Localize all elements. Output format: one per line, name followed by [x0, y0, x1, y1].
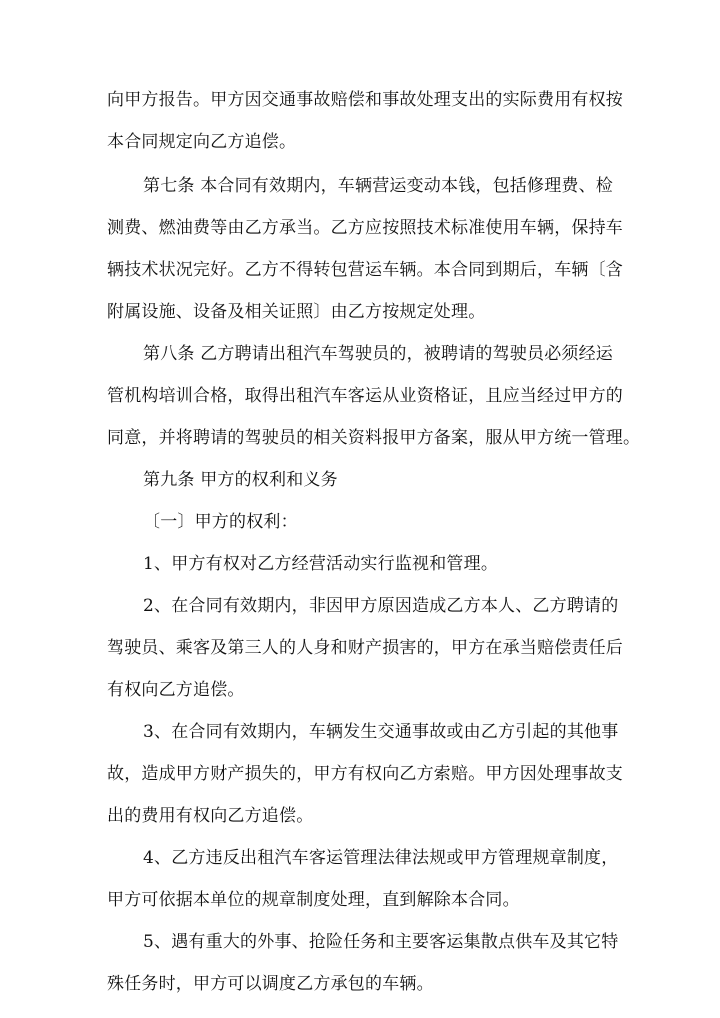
text-line-20: 甲方可依据本单位的规章制度处理，直到解除本合同。 — [107, 890, 520, 910]
text-line-16: 3、在合同有效期内，车辆发生交通事故或由乙方引起的其他事 — [143, 722, 619, 742]
text-line-14: 驾驶员、乘客及第三人的人身和财产损害的，甲方在承当赔偿责任后 — [107, 638, 623, 658]
text-line-12: 1、甲方有权对乙方经营活动实行监视和管理。 — [143, 554, 499, 574]
text-line-13: 2、在合同有效期内，非因甲方原因造成乙方本人、乙方聘请的 — [143, 596, 619, 616]
text-line-17: 故，造成甲方财产损失的，甲方有权向乙方索赔。甲方因处理事故支 — [107, 764, 623, 784]
text-line-6: 附属设施、设备及相关证照〕由乙方按规定处理。 — [107, 302, 486, 322]
text-line-8: 管机构培训合格，取得出租汽车客运从业资格证，且应当经过甲方的 — [107, 386, 623, 406]
text-line-3: 第七条 本合同有效期内，车辆营运变动本钱，包括修理费、检 — [143, 176, 614, 196]
text-line-9: 同意，并将聘请的驾驶员的相关资料报甲方备案，服从甲方统一管理。 — [107, 428, 641, 448]
text-line-7: 第八条 乙方聘请出租汽车驾驶员的，被聘请的驾驶员必须经运 — [143, 344, 614, 364]
text-line-5: 辆技术状况完好。乙方不得转包营运车辆。本合同到期后，车辆〔含 — [107, 260, 623, 280]
text-line-4: 测费、燃油费等由乙方承当。乙方应按照技术标准使用车辆，保持车 — [107, 218, 623, 238]
text-line-11: 〔一〕甲方的权利： — [143, 512, 298, 532]
text-line-2: 本合同规定向乙方追偿。 — [107, 132, 297, 152]
text-line-15: 有权向乙方追偿。 — [107, 680, 245, 700]
text-line-21: 5、遇有重大的外事、抢险任务和主要客运集散点供车及其它特 — [143, 932, 619, 952]
text-line-22: 殊任务时，甲方可以调度乙方承包的车辆。 — [107, 974, 434, 994]
text-line-10: 第九条 甲方的权利和义务 — [143, 470, 338, 490]
text-line-19: 4、乙方违反出租汽车客运管理法律法规或甲方管理规章制度， — [143, 848, 619, 868]
text-line-1: 向甲方报告。甲方因交通事故赔偿和事故处理支出的实际费用有权按 — [107, 90, 623, 110]
text-line-18: 出的费用有权向乙方追偿。 — [107, 806, 314, 826]
